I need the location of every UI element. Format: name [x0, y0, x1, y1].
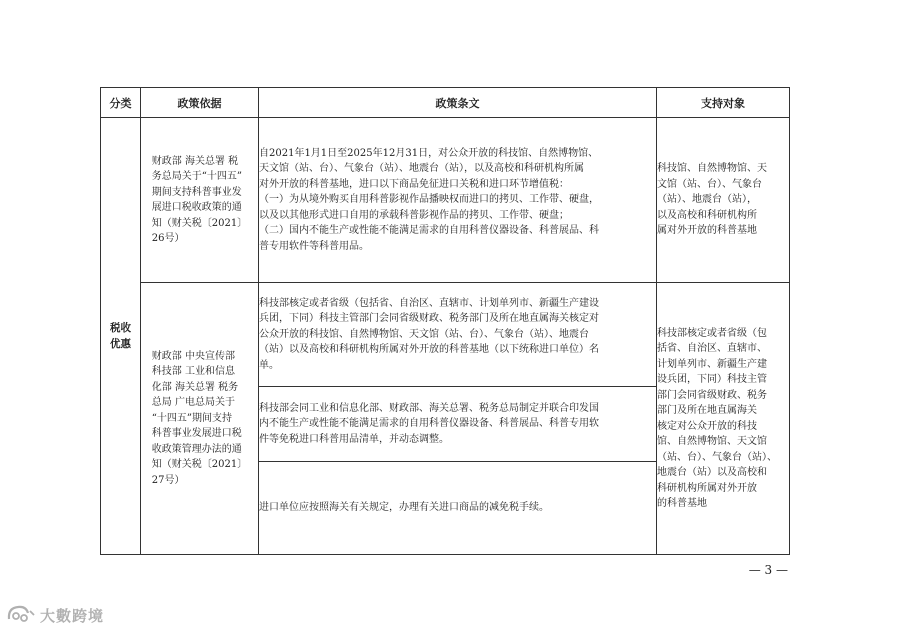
target-line: 科研机构所属对外开放	[657, 482, 757, 494]
clause-line: 件等免税进口科普用品清单，并动态调整。	[259, 433, 449, 445]
target-line: 设兵团，下同）科技主管	[657, 374, 767, 385]
basis-line: 27号）	[151, 474, 185, 486]
target-line: 以及高校和科研机构所	[657, 209, 757, 221]
basis-line: 财政部 中央宣传部	[151, 350, 235, 362]
category-cell	[101, 118, 141, 555]
clause-line: 公众开放的科技馆、自然博物馆、天文馆（站、台）、气象台（站）、地震台	[259, 328, 589, 340]
target-line: 计划单列市、新疆生产建	[657, 358, 767, 370]
target-line: （站、台）、气象台（站）、	[657, 451, 777, 463]
table-row	[101, 283, 790, 387]
basis-line: 化部 海关总署 税务	[151, 381, 239, 393]
target-cell-2	[657, 283, 790, 555]
category-line: 优惠	[110, 338, 131, 350]
basis-line: 知（财关税〔2021〕	[151, 459, 248, 471]
watermark	[6, 604, 104, 626]
category-line: 税收	[110, 322, 131, 334]
basis-line: 科技部 工业和信息	[151, 366, 235, 378]
target-line: 核定对公众开放的科技	[657, 420, 757, 432]
target-line: 属对外开放的科普基地	[657, 225, 757, 237]
logo-icon	[6, 604, 36, 626]
table-row	[101, 118, 790, 283]
clause-line: 科技部会同工业和信息化部、财政部、海关总署、税务总局制定并联合印发国	[259, 402, 599, 414]
header-basis: 政策依据	[141, 88, 259, 118]
clause-line: （二）国内不能生产或性能不能满足需求的自用科普仪器设备、科普展品、科	[259, 225, 599, 237]
basis-line: 期间支持科普事业发	[151, 186, 242, 198]
watermark-text: 大數跨境	[40, 606, 105, 625]
target-line: （站）、地震台（站），	[657, 194, 757, 206]
clause-line: 兵团，下同）科技主管部门会同省级财政、税务部门及所在地直属海关核定对	[259, 313, 599, 325]
header-category: 分类	[101, 88, 141, 118]
clause-line: 内不能生产或性能不能满足需求的自用科普仪器设备、科普展品、科普专用软	[259, 418, 599, 430]
target-line: 科技部核定或者省级（包	[657, 327, 767, 339]
target-line: 部门及所在地直属海关	[657, 405, 757, 416]
basis-cell-1	[141, 118, 259, 283]
basis-line: 收政策管理办法的通	[151, 443, 242, 455]
basis-cell-2	[141, 283, 259, 555]
clause-cell-1	[259, 118, 657, 283]
target-line: 地震台（站）以及高校和	[657, 467, 767, 478]
basis-line: 知（财关税〔2021〕	[151, 217, 248, 229]
clause-line: 自2021年1月1日至2025年12月31日，对公众开放的科技馆、自然博物馆、	[259, 147, 599, 159]
basis-line: 总局 广电总局关于	[151, 397, 235, 409]
clause-cell-2a	[259, 283, 657, 387]
clause-line: 对外开放的科普基地，进口以下商品免征进口关税和进口环节增值税：	[259, 178, 569, 190]
target-cell-1	[657, 118, 790, 283]
target-line: 馆、自然博物馆、天文馆	[657, 436, 767, 447]
header-target: 支持对象	[657, 88, 790, 118]
target-line: 的科普基地	[657, 498, 707, 509]
basis-line: 26号）	[151, 233, 185, 244]
page-number: — 3 —	[748, 563, 788, 577]
target-line: 括省、自治区、直辖市、	[657, 343, 767, 354]
clause-line: 普专用软件等科普用品。	[259, 240, 369, 252]
clause-cell-2c	[259, 462, 657, 555]
clause-line: 进口单位应按照海关有关规定，办理有关进口商品的减免税手续。	[259, 502, 549, 514]
header-row	[101, 88, 790, 118]
target-line: 部门会同省级财政、税务	[657, 389, 767, 401]
header-clause: 政策条文	[259, 88, 657, 118]
clause-line: （站）以及高校和科研机构所属对外开放的科普基地（以下统称进口单位）名	[259, 344, 599, 356]
clause-line: （一）为从境外购买自用科普影视作品播映权而进口的拷贝、工作带、硬盘，	[259, 194, 599, 206]
target-line: 文馆（站、台）、气象台	[657, 178, 762, 190]
basis-line: 展进口税收政策的通	[151, 202, 242, 213]
clause-cell-2b	[259, 387, 657, 462]
clause-line: 天文馆（站、台）、气象台（站）、地震台（站），以及高校和科研机构所属	[259, 163, 584, 175]
basis-line: 财政部 海关总署 税	[151, 155, 239, 167]
clause-line: 科技部核定或者省级（包括省、自治区、直辖市、计划单列市、新疆生产建设	[259, 297, 599, 309]
basis-line: 科普事业发展进口税	[151, 428, 242, 440]
basis-line: “十四五”期间支持	[151, 412, 232, 424]
clause-line: 以及以其他形式进口自用的承载科普影视作品的拷贝、工作带、硬盘；	[259, 209, 569, 221]
clause-line: 单。	[259, 359, 279, 371]
policy-table	[100, 87, 790, 555]
basis-line: 务总局关于“十四五”	[151, 171, 242, 182]
target-line: 科技馆、自然博物馆、天	[657, 163, 767, 175]
